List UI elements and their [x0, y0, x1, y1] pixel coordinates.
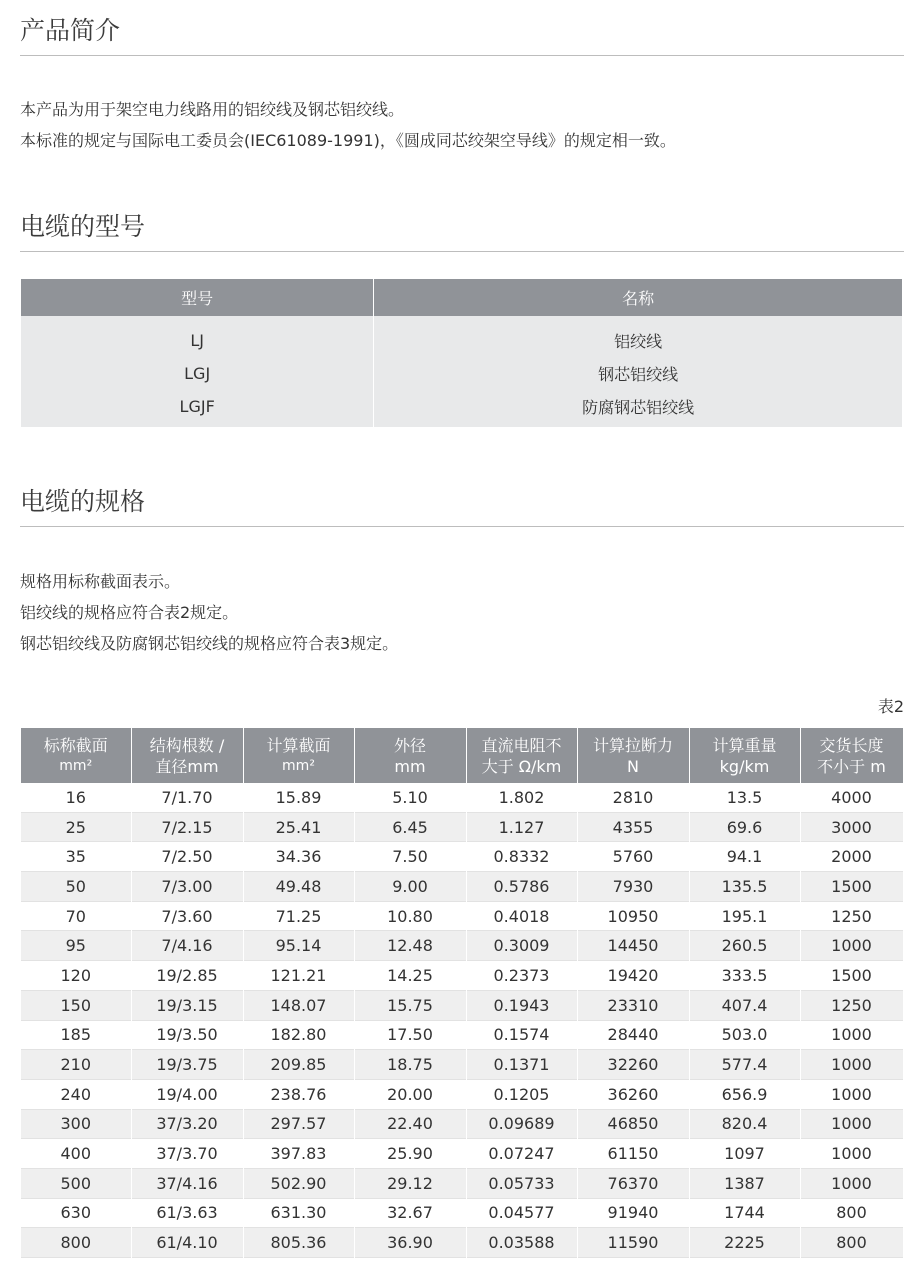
spec-cell-calc-section: 25.41 — [243, 812, 354, 842]
spec-cell-breaking-force: 2810 — [577, 783, 689, 812]
model-table — [21, 279, 903, 427]
spec-cell-structure: 19/2.85 — [131, 961, 243, 991]
spec-cell-outer-diameter: 7.50 — [354, 842, 466, 872]
intro-text — [20, 94, 676, 156]
spec-cell-structure: 19/4.00 — [131, 1079, 243, 1109]
spec-cell-delivery-length: 1000 — [800, 1079, 903, 1109]
spec-cell-calc-section: 502.90 — [243, 1168, 354, 1198]
spec-cell-outer-diameter: 12.48 — [354, 931, 466, 961]
table-row — [21, 842, 903, 872]
spec-cell-delivery-length: 4000 — [800, 783, 903, 812]
spec-cell-nominal-section: 210 — [21, 1050, 131, 1080]
spec-cell-outer-diameter: 14.25 — [354, 961, 466, 991]
spec-cell-weight: 1744 — [689, 1198, 800, 1228]
spec-cell-delivery-length: 1250 — [800, 990, 903, 1020]
spec-cell-outer-diameter: 25.90 — [354, 1139, 466, 1169]
spec-cell-calc-section: 397.83 — [243, 1139, 354, 1169]
table-row — [21, 901, 903, 931]
spec-cell-delivery-length: 1000 — [800, 1020, 903, 1050]
spec-cell-delivery-length: 2000 — [800, 842, 903, 872]
spec-cell-weight: 1097 — [689, 1139, 800, 1169]
spec-cell-breaking-force: 46850 — [577, 1109, 689, 1139]
spec-cell-structure: 7/3.60 — [131, 901, 243, 931]
spec-cell-calc-section: 71.25 — [243, 901, 354, 931]
table-row — [21, 1020, 903, 1050]
spec-header-unit: kg/km — [719, 756, 770, 776]
spec-cell-nominal-section: 70 — [21, 901, 131, 931]
intro-title: 产品简介 — [20, 18, 904, 56]
spec-cell-breaking-force: 4355 — [577, 812, 689, 842]
model-code: LGJF — [21, 390, 374, 427]
spec-cell-structure: 7/2.50 — [131, 842, 243, 872]
spec-cell-dc-resistance: 1.127 — [466, 812, 577, 842]
spec-header-line: 标称截面 — [43, 735, 108, 755]
spec-cell-outer-diameter: 22.40 — [354, 1109, 466, 1139]
spec-cell-structure: 7/3.00 — [131, 872, 243, 902]
table-row — [21, 783, 903, 812]
table-row — [21, 812, 903, 842]
table-row — [21, 961, 903, 991]
spec-header-line: 计算重量 — [712, 735, 777, 755]
spec-cell-breaking-force: 91940 — [577, 1198, 689, 1228]
spec-cell-dc-resistance: 0.5786 — [466, 872, 577, 902]
spec-cell-nominal-section: 500 — [21, 1168, 131, 1198]
table-row — [21, 316, 903, 357]
spec-cell-breaking-force: 11590 — [577, 1228, 689, 1258]
spec-cell-outer-diameter: 17.50 — [354, 1020, 466, 1050]
spec-cell-dc-resistance: 0.8332 — [466, 842, 577, 872]
spec-cell-nominal-section: 50 — [21, 872, 131, 902]
spec-cell-breaking-force: 23310 — [577, 990, 689, 1020]
spec-cell-weight: 1387 — [689, 1168, 800, 1198]
table-row — [21, 357, 903, 390]
spec-header-line: 计算拉断力 — [592, 735, 673, 755]
spec-cell-structure: 19/3.15 — [131, 990, 243, 1020]
spec-cell-nominal-section: 800 — [21, 1228, 131, 1258]
spec-cell-nominal-section: 150 — [21, 990, 131, 1020]
table-row — [21, 990, 903, 1020]
spec-cell-delivery-length: 800 — [800, 1198, 903, 1228]
model-header-name: 名称 — [374, 279, 903, 316]
spec-cell-dc-resistance: 0.09689 — [466, 1109, 577, 1139]
spec-header-line: 外径 — [393, 735, 426, 755]
spec-cell-breaking-force: 36260 — [577, 1079, 689, 1109]
spec-cell-structure: 37/3.20 — [131, 1109, 243, 1139]
intro-line-2: 本标准的规定与国际电工委员会(IEC61089-1991)，《圆成同芯绞架空导线》的规定相一致。 — [20, 131, 676, 150]
spec-cell-dc-resistance: 0.1943 — [466, 990, 577, 1020]
spec-cell-calc-section: 49.48 — [243, 872, 354, 902]
table-caption: 表2 — [877, 697, 904, 716]
spec-cell-outer-diameter: 15.75 — [354, 990, 466, 1020]
spec-cell-calc-section: 15.89 — [243, 783, 354, 812]
spec-header-unit: mm² — [59, 757, 93, 774]
spec-cell-breaking-force: 14450 — [577, 931, 689, 961]
spec-cell-outer-diameter: 6.45 — [354, 812, 466, 842]
spec-cell-nominal-section: 400 — [21, 1139, 131, 1169]
spec-header-unit: mm² — [282, 757, 315, 774]
spec-cell-breaking-force: 10950 — [577, 901, 689, 931]
specs-line-3: 钢芯铝绞线及防腐钢芯铝绞线的规格应符合表3规定。 — [20, 634, 399, 653]
spec-cell-outer-diameter: 20.00 — [354, 1079, 466, 1109]
table-row — [21, 1050, 903, 1080]
spec-header-unit: 直径mm — [155, 756, 219, 776]
spec-cell-nominal-section: 25 — [21, 812, 131, 842]
spec-header-breaking-force — [577, 728, 689, 783]
spec-cell-breaking-force: 19420 — [577, 961, 689, 991]
spec-cell-structure: 7/2.15 — [131, 812, 243, 842]
spec-header-unit: 不小于 m — [817, 756, 886, 776]
models-title: 电缆的型号 — [20, 214, 904, 252]
spec-cell-nominal-section: 300 — [21, 1109, 131, 1139]
table-row — [21, 1198, 903, 1228]
spec-cell-weight: 577.4 — [689, 1050, 800, 1080]
spec-cell-outer-diameter: 36.90 — [354, 1228, 466, 1258]
table-row — [21, 872, 903, 902]
model-name: 防腐钢芯铝绞线 — [374, 390, 903, 427]
spec-cell-dc-resistance: 0.4018 — [466, 901, 577, 931]
spec-header-unit: N — [627, 756, 639, 776]
spec-cell-calc-section: 209.85 — [243, 1050, 354, 1080]
table-row — [21, 1109, 903, 1139]
spec-cell-delivery-length: 1000 — [800, 1139, 903, 1169]
model-code: LJ — [21, 316, 374, 357]
spec-cell-delivery-length: 800 — [800, 1228, 903, 1258]
spec-cell-calc-section: 148.07 — [243, 990, 354, 1020]
spec-header-dc-resistance — [466, 728, 577, 783]
spec-cell-delivery-length: 1000 — [800, 1050, 903, 1080]
spec-cell-outer-diameter: 9.00 — [354, 872, 466, 902]
spec-cell-structure: 7/4.16 — [131, 931, 243, 961]
spec-cell-outer-diameter: 18.75 — [354, 1050, 466, 1080]
spec-cell-calc-section: 34.36 — [243, 842, 354, 872]
spec-cell-nominal-section: 185 — [21, 1020, 131, 1050]
spec-cell-breaking-force: 76370 — [577, 1168, 689, 1198]
spec-cell-outer-diameter: 10.80 — [354, 901, 466, 931]
model-name: 钢芯铝绞线 — [374, 357, 903, 390]
spec-cell-delivery-length: 1000 — [800, 1109, 903, 1139]
spec-header-line: 交货长度 — [819, 735, 884, 755]
spec-cell-structure: 37/3.70 — [131, 1139, 243, 1169]
spec-cell-structure: 7/1.70 — [131, 783, 243, 812]
spec-table — [21, 728, 904, 1258]
spec-cell-structure: 19/3.50 — [131, 1020, 243, 1050]
table-row — [21, 1139, 903, 1169]
spec-cell-outer-diameter: 32.67 — [354, 1198, 466, 1228]
spec-cell-calc-section: 121.21 — [243, 961, 354, 991]
spec-cell-weight: 135.5 — [689, 872, 800, 902]
spec-header-line: 直流电阻不 — [481, 735, 562, 755]
spec-cell-structure: 61/3.63 — [131, 1198, 243, 1228]
spec-cell-dc-resistance: 0.1205 — [466, 1079, 577, 1109]
spec-cell-dc-resistance: 1.802 — [466, 783, 577, 812]
model-header-type: 型号 — [21, 279, 374, 316]
spec-cell-nominal-section: 120 — [21, 961, 131, 991]
spec-cell-nominal-section: 16 — [21, 783, 131, 812]
spec-cell-weight: 2225 — [689, 1228, 800, 1258]
specs-line-1: 规格用标称截面表示。 — [20, 572, 181, 591]
spec-cell-weight: 195.1 — [689, 901, 800, 931]
spec-cell-breaking-force: 7930 — [577, 872, 689, 902]
spec-cell-weight: 69.6 — [689, 812, 800, 842]
spec-cell-delivery-length: 1000 — [800, 1168, 903, 1198]
spec-cell-dc-resistance: 0.05733 — [466, 1168, 577, 1198]
model-code: LGJ — [21, 357, 374, 390]
spec-cell-calc-section: 182.80 — [243, 1020, 354, 1050]
spec-cell-calc-section: 95.14 — [243, 931, 354, 961]
spec-cell-dc-resistance: 0.03588 — [466, 1228, 577, 1258]
spec-cell-weight: 820.4 — [689, 1109, 800, 1139]
spec-header-unit: 大于 Ω/km — [481, 756, 562, 776]
spec-cell-breaking-force: 32260 — [577, 1050, 689, 1080]
table-row — [21, 1079, 903, 1109]
spec-cell-structure: 37/4.16 — [131, 1168, 243, 1198]
spec-cell-weight: 656.9 — [689, 1079, 800, 1109]
spec-cell-breaking-force: 61150 — [577, 1139, 689, 1169]
spec-cell-weight: 260.5 — [689, 931, 800, 961]
spec-header-delivery-length — [800, 728, 903, 783]
spec-cell-dc-resistance: 0.1574 — [466, 1020, 577, 1050]
spec-cell-weight: 407.4 — [689, 990, 800, 1020]
specs-line-2: 铝绞线的规格应符合表2规定。 — [20, 603, 239, 622]
spec-cell-weight: 94.1 — [689, 842, 800, 872]
spec-cell-calc-section: 805.36 — [243, 1228, 354, 1258]
table-row — [21, 931, 903, 961]
spec-cell-dc-resistance: 0.2373 — [466, 961, 577, 991]
spec-cell-calc-section: 238.76 — [243, 1079, 354, 1109]
table-row — [21, 1228, 903, 1258]
spec-cell-delivery-length: 1250 — [800, 901, 903, 931]
spec-cell-dc-resistance: 0.04577 — [466, 1198, 577, 1228]
intro-line-1: 本产品为用于架空电力线路用的铝绞线及钢芯铝绞线。 — [20, 100, 405, 119]
spec-cell-weight: 503.0 — [689, 1020, 800, 1050]
spec-header-nominal-section — [21, 728, 131, 783]
specs-title: 电缆的规格 — [20, 489, 904, 527]
spec-cell-outer-diameter: 5.10 — [354, 783, 466, 812]
specs-text — [20, 566, 398, 659]
table-row — [21, 390, 903, 427]
spec-cell-structure: 19/3.75 — [131, 1050, 243, 1080]
spec-cell-dc-resistance: 0.1371 — [466, 1050, 577, 1080]
spec-cell-nominal-section: 35 — [21, 842, 131, 872]
spec-cell-weight: 13.5 — [689, 783, 800, 812]
spec-header-structure — [131, 728, 243, 783]
spec-header-weight — [689, 728, 800, 783]
spec-cell-dc-resistance: 0.07247 — [466, 1139, 577, 1169]
spec-cell-calc-section: 631.30 — [243, 1198, 354, 1228]
spec-cell-weight: 333.5 — [689, 961, 800, 991]
spec-header-outer-diameter — [354, 728, 466, 783]
spec-cell-breaking-force: 5760 — [577, 842, 689, 872]
spec-cell-nominal-section: 240 — [21, 1079, 131, 1109]
spec-header-calc-section — [243, 728, 354, 783]
spec-cell-delivery-length: 3000 — [800, 812, 903, 842]
table-row — [21, 1168, 903, 1198]
spec-cell-delivery-length: 1000 — [800, 931, 903, 961]
spec-cell-structure: 61/4.10 — [131, 1228, 243, 1258]
spec-header-row — [21, 728, 903, 783]
spec-cell-delivery-length: 1500 — [800, 961, 903, 991]
spec-header-line: 结构根数 / — [149, 735, 225, 755]
model-name: 铝绞线 — [374, 316, 903, 357]
spec-cell-delivery-length: 1500 — [800, 872, 903, 902]
spec-header-line: 计算截面 — [266, 735, 331, 755]
spec-cell-nominal-section: 630 — [21, 1198, 131, 1228]
spec-header-unit: mm — [394, 756, 426, 776]
spec-cell-breaking-force: 28440 — [577, 1020, 689, 1050]
spec-cell-dc-resistance: 0.3009 — [466, 931, 577, 961]
spec-cell-outer-diameter: 29.12 — [354, 1168, 466, 1198]
spec-cell-nominal-section: 95 — [21, 931, 131, 961]
spec-cell-calc-section: 297.57 — [243, 1109, 354, 1139]
